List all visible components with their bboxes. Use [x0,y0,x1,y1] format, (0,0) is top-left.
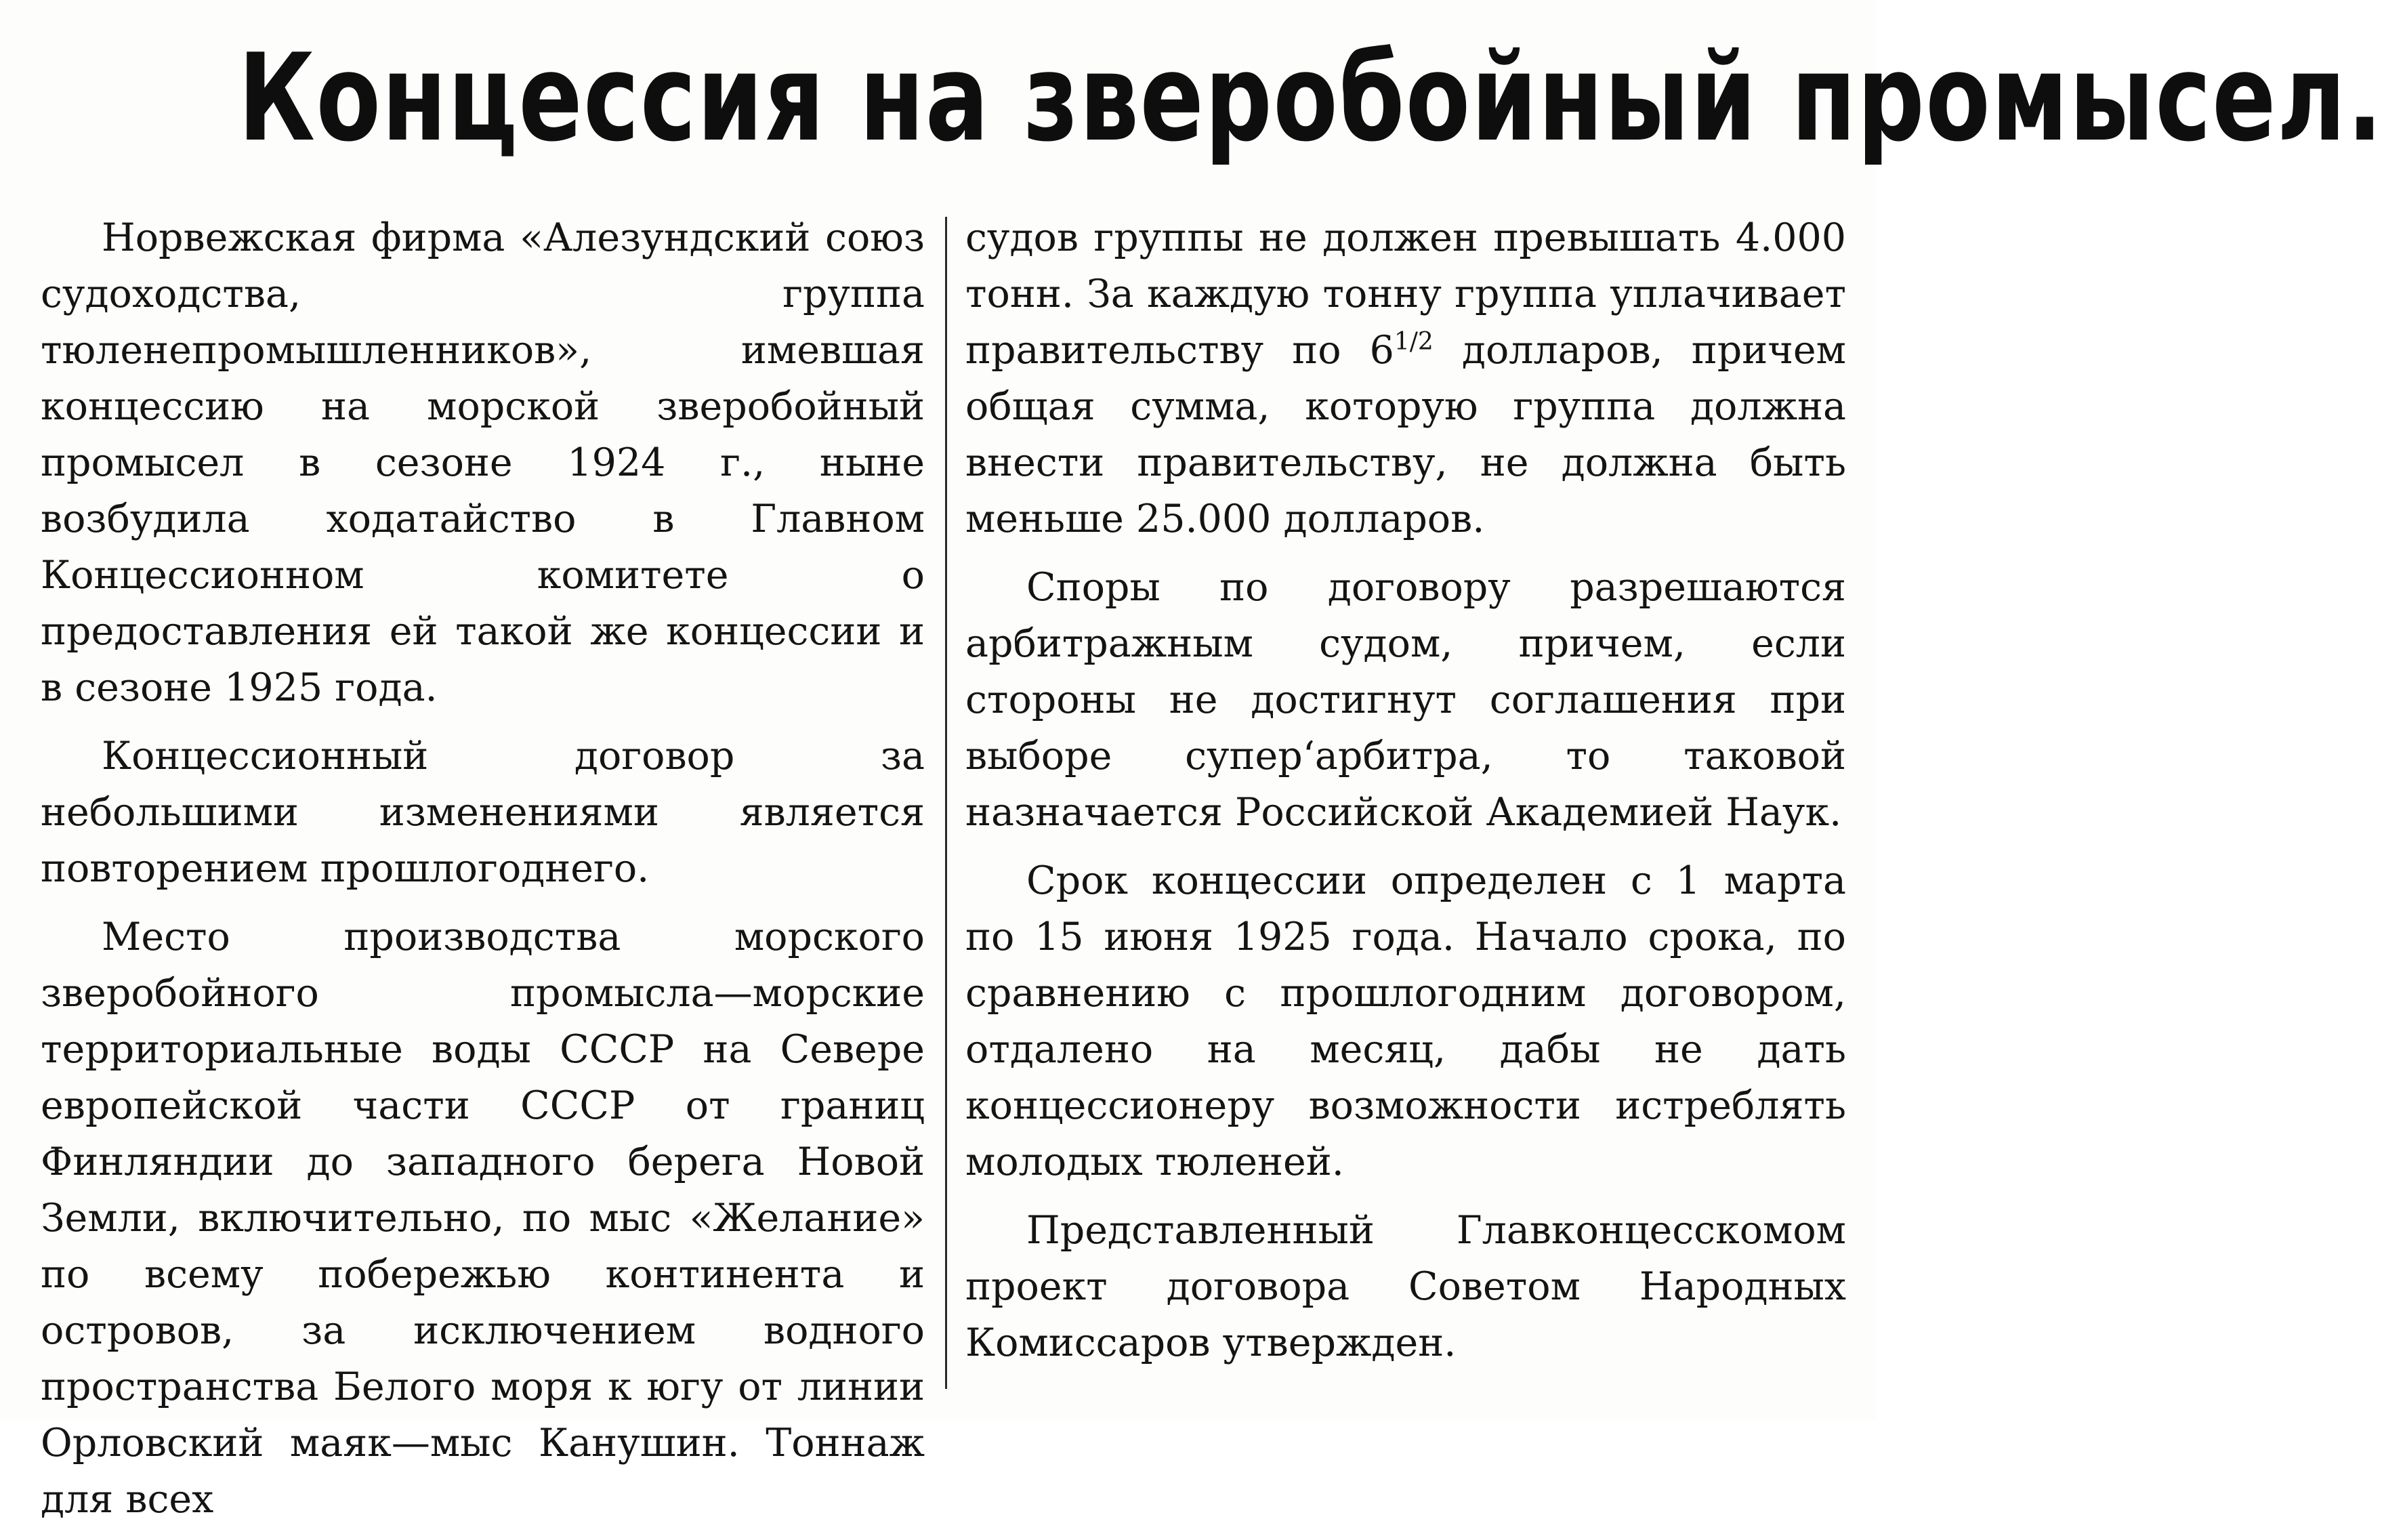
paragraph-arbitration: Споры по договору разрешаются арбитражным судом, причем, если стороны не достигнут соглашения при выборе супер‘арбитра, то таковой назначается Российской Академией Наук. [965,565,1846,835]
article-headline: Концессия на зверобойный промысел. [238,28,2384,168]
paragraph-tonnage [965,210,1846,547]
paragraph-intro: Норвежская фирма «Алезундский союз судоходства, группа тюленепромышленников», имевшая концессию на морской зверобойный промысел в сезоне 1924 г., ныне возбудила ходатайство в Главном Концессионном комитете о предоставления ей такой же концессии и в сезоне 1925 года. [41,215,925,710]
left-column [41,210,925,1540]
right-column [965,210,1846,1383]
paragraph-location: Место производства морского зверобойного промысла—морские территориальные воды СССР на Севере европейской части СССР от границ Финляндии до западного берега Новой Земли, включительно, по мыс «Желание» по всему побережью континента и островов, за исключением водного пространства Белого моря к югу от линии Орловский маяк—мыс Канушин. Тоннаж для всех [41,915,925,1522]
tonnage-text-end: долларов, причем общая сумма, которую группа должна внести правительству, не должна быть меньше 25.000 долларов. [965,328,1846,541]
fraction-superscript: 1/2 [1394,328,1434,356]
column-divider [945,217,947,1389]
paragraph-approval: Представленный Главконцесскомом проект договора Советом Народных Комиссаров утвержден. [965,1208,1846,1365]
tonnage-text-start: судов группы не должен превышать 4.000 тонн. За каждую тонну группа уплачивает правительству по 6 [965,215,1846,373]
paragraph-contract: Концессионный договор за небольшими изменениями является повторением прошлогоднего. [41,734,925,891]
paragraph-term: Срок концессии определен с 1 марта по 15 июня 1925 года. Начало срока, по сравнению с прошлогодним договором, отдалено на месяц, дабы не дать концессионеру возможности истреблять молодых тюленей. [965,858,1846,1184]
